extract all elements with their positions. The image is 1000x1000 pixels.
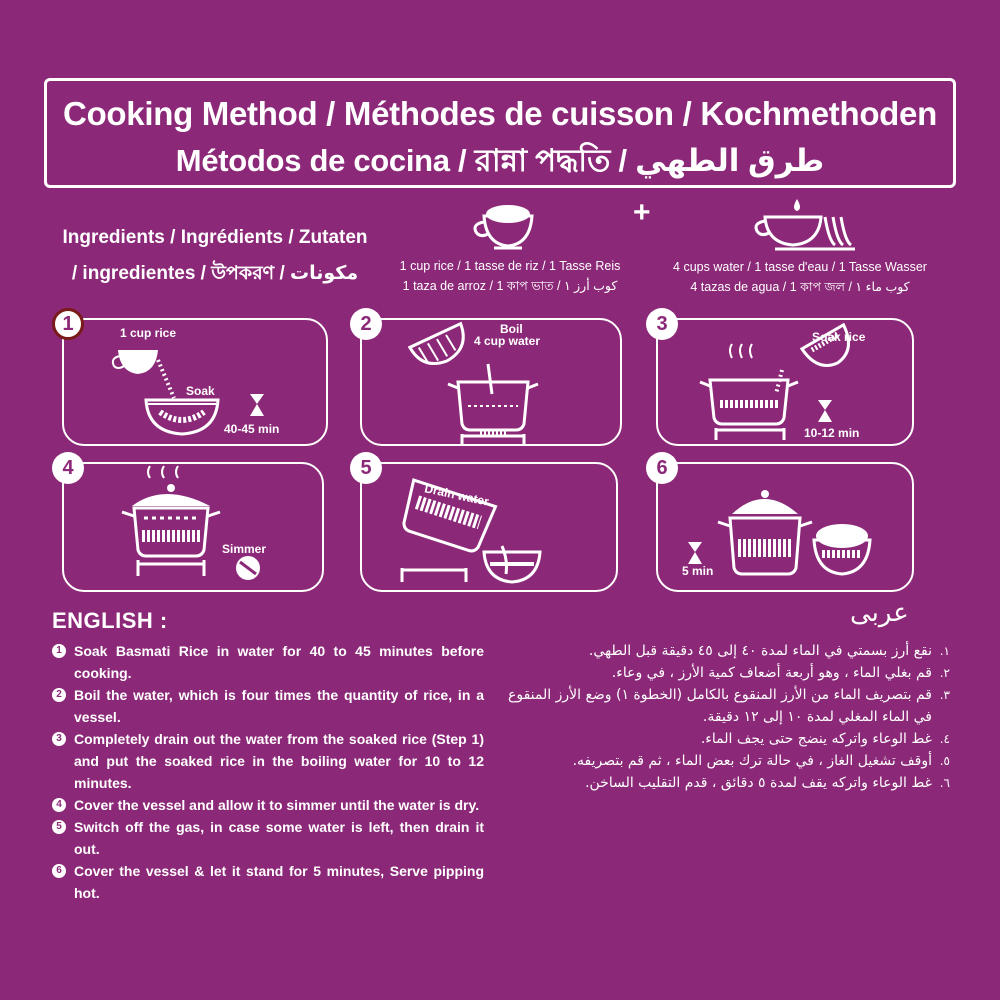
step4-label: Simmer <box>222 542 267 556</box>
step-card-6 <box>656 457 914 592</box>
rice-cup-icon <box>468 200 552 252</box>
step-card-4 <box>62 457 324 592</box>
ingredient-rice-line1: 1 cup rice / 1 tasse de riz / 1 Tasse Reis <box>399 259 621 273</box>
plus-sign: + <box>633 196 651 229</box>
ingredients-label-line2: / ingredientes / উপকরণ / مكونات <box>71 263 359 284</box>
list-item: ٤. غط الوعاء واتركه ينضج حتى يجف الماء. <box>700 731 950 747</box>
step2-sublabel: 4 cup water <box>474 334 541 348</box>
ingredient-water-line2: 4 tazas de agua / 1 কাপ জল / كوب ماء ١ <box>690 280 910 294</box>
step-number: 1 <box>52 308 84 340</box>
hourglass-icon <box>250 394 264 416</box>
list-item: 3 Completely drain out the water from the soaked rice (Step 1) and put the soaked rice in the boiling water for 10 to 12 minutes. <box>52 728 484 794</box>
step-card-1 <box>62 313 328 446</box>
list-item: 6 Cover the vessel & let it stand for 5 minutes, Serve pipping hot. <box>52 860 484 904</box>
page-title: Cooking Method / Méthodes de cuisson / Kochmethoden <box>63 95 937 132</box>
step-card-3 <box>656 313 914 446</box>
step-number: 3 <box>646 308 678 340</box>
list-item: ٥. أوقف تشغيل الغاز ، في حالة ترك بعض الماء ، ثم قم بتصريفه. <box>572 753 950 769</box>
list-item: ١. نقع أرز بسمتي في الماء لمدة ٤٠ إلى ٤٥ دقيقة قبل الطهي. <box>588 643 950 659</box>
drain-water-illustration <box>362 464 620 594</box>
arabic-instructions <box>508 640 950 794</box>
hourglass-icon <box>688 542 702 564</box>
ingredients-label-line1: Ingredients / Ingrédients / Zutaten <box>62 227 368 248</box>
title-box <box>44 78 956 188</box>
step-card-5 <box>360 457 618 592</box>
ingredient-rice-line2: 1 taza de arroz / 1 কাপ ভাত / كوب أرز ١ <box>402 279 618 293</box>
step1-action: Soak <box>186 384 215 398</box>
step-number: 2 <box>350 308 382 340</box>
list-item: 4 Cover the vessel and allow it to simmer until the water is dry. <box>52 794 484 816</box>
list-item: ٣. قم بتصريف الماء من الأرز المنقوع بالكامل (الخطوة ١) وضع الأرز المنقوع في الماء المغلي لمدة ١٠ إلى ١٢ دقيقة. <box>508 687 950 725</box>
step3-label: Soak rice <box>812 330 866 344</box>
add-rice-illustration <box>658 320 916 448</box>
ingredient-rice <box>385 200 635 296</box>
list-item: 2 Boil the water, which is four times the quantity of rice, in a vessel. <box>52 684 484 728</box>
arabic-heading: عربى <box>850 598 909 628</box>
list-item: ٦. غط الوعاء واتركه يقف لمدة ٥ دقائق ، قدم التقليب الساخن. <box>585 775 950 791</box>
water-cup-icon <box>735 195 865 253</box>
hourglass-icon <box>818 400 832 422</box>
step-number: 6 <box>646 452 678 484</box>
step6-time: 5 min <box>682 564 714 578</box>
step1-time: 40-45 min <box>224 422 280 436</box>
english-instructions <box>52 640 484 904</box>
list-item: 1 Soak Basmati Rice in water for 40 to 45 minutes before cooking. <box>52 640 484 684</box>
simmer-illustration <box>64 464 326 594</box>
step-card-2 <box>360 313 622 446</box>
ingredient-water <box>650 195 950 297</box>
english-heading: ENGLISH : <box>52 608 168 633</box>
step1-label: 1 cup rice <box>120 326 177 340</box>
ingredients-label <box>50 220 380 292</box>
list-item: ٢. قم بغلي الماء ، وهو أربعة أضعاف كمية الأرز ، في وعاء. <box>611 665 950 681</box>
list-item: 5 Switch off the gas, in case some water is left, then drain it out. <box>52 816 484 860</box>
step-number: 5 <box>350 452 382 484</box>
step5-label: Drain water <box>423 481 491 509</box>
ingredient-water-line1: 4 cups water / 1 tasse d'eau / 1 Tasse Wasser <box>673 260 927 274</box>
page-subtitle: Métodos de cocina / রান্না পদ্ধতি / طرق الطهي <box>175 143 825 178</box>
step2-label: Boil <box>500 322 523 336</box>
step-number: 4 <box>52 452 84 484</box>
step3-time: 10-12 min <box>804 426 860 440</box>
